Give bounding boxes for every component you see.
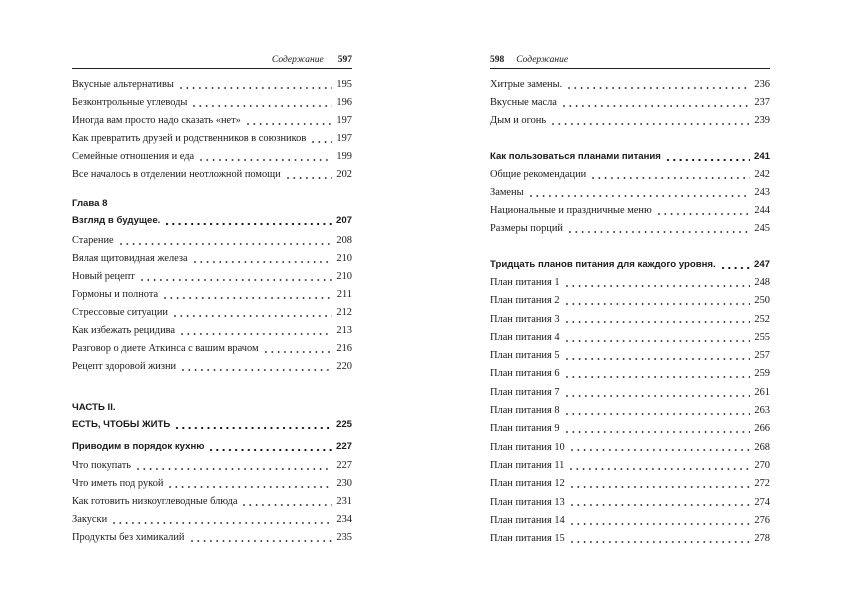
toc-entry-page: 242 <box>754 169 770 180</box>
toc-entry-page: 248 <box>754 277 770 288</box>
dot-leader <box>550 112 750 130</box>
dot-leader <box>179 322 332 340</box>
toc-entry-title: План питания 6 <box>490 368 560 380</box>
dot-leader <box>567 220 750 238</box>
toc-entry-page: 239 <box>754 115 770 126</box>
toc-entry-page: 270 <box>754 459 770 471</box>
toc-entry-page: 197 <box>336 133 352 144</box>
toc-entry-page: 274 <box>754 496 770 508</box>
toc-entry-page: 195 <box>336 79 352 90</box>
dot-leader <box>569 475 750 493</box>
toc-entry-title: План питания 4 <box>490 331 560 343</box>
toc-entry-title: Что иметь под рукой <box>72 478 164 489</box>
toc-entry-page: 227 <box>336 460 352 471</box>
dot-leader <box>162 286 332 304</box>
toc-entry-title: Как избежать рецидива <box>72 325 176 336</box>
toc-entry <box>490 402 770 420</box>
dot-leader <box>564 292 750 310</box>
toc-heading <box>72 416 352 434</box>
toc-heading-title: Взгляд в будущее. <box>72 215 161 226</box>
thirty-plans-section <box>490 256 770 548</box>
toc-entry-page: 272 <box>754 478 770 490</box>
toc-entry-page: 266 <box>754 423 770 435</box>
toc-entry-title: Вялая щитовидная железа <box>72 253 188 264</box>
toc-entry-title: Размеры порций <box>490 223 563 234</box>
toc-entry-page: 202 <box>336 169 352 180</box>
dot-leader <box>198 148 332 166</box>
toc-entry <box>490 184 770 202</box>
toc-entry-title: Старение <box>72 235 114 246</box>
toc-entry-title: Гормоны и полнота <box>72 289 159 300</box>
toc-entry-page: 235 <box>336 532 352 543</box>
page-number: 597 <box>337 55 352 65</box>
toc-entry <box>72 250 352 268</box>
dot-leader <box>564 365 750 383</box>
toc-entry <box>490 329 770 347</box>
toc-entry-title: Вкусные масла <box>490 97 557 108</box>
toc-entry-page: 216 <box>336 343 352 354</box>
toc-entry-page: 199 <box>336 151 352 162</box>
toc-entry <box>490 166 770 184</box>
toc-entry-page: 236 <box>754 79 770 90</box>
toc-entry-title: Безконтрольные углеводы <box>72 97 188 108</box>
dot-leader <box>164 212 332 230</box>
toc-entry-page: 230 <box>336 478 352 489</box>
dot-leader <box>178 76 332 94</box>
toc-entry-title: Разговор о диете Аткинса с вашим врачом <box>72 343 259 354</box>
dot-leader <box>180 358 332 376</box>
toc-entry-title: Как превратить друзей и родственников в союзников <box>72 133 307 144</box>
toc-entry <box>490 384 770 402</box>
dot-leader <box>564 402 750 420</box>
page-number: 598 <box>490 55 505 65</box>
toc-entry-page: 237 <box>754 97 770 108</box>
toc-entry <box>490 347 770 365</box>
toc-entry-page: 210 <box>336 271 352 282</box>
toc-entry-page: 213 <box>336 325 352 336</box>
toc-entry <box>72 529 352 547</box>
toc-entry <box>72 166 352 184</box>
dot-leader <box>241 493 332 511</box>
dot-leader <box>191 94 332 112</box>
toc-entry-title: Все началось в отделении неотложной помощи <box>72 169 281 180</box>
toc-entry-page: 255 <box>754 331 770 343</box>
running-head <box>490 53 770 67</box>
toc-entry <box>490 439 770 457</box>
dot-leader <box>118 232 332 250</box>
dot-leader <box>665 148 750 166</box>
toc-entry <box>490 311 770 329</box>
toc-entry-page: 276 <box>754 514 770 526</box>
toc-entry-page: 211 <box>336 289 352 300</box>
chapter-label: Глава 8 <box>72 198 108 209</box>
toc-heading-page: 247 <box>753 259 770 270</box>
toc-entry-page: 250 <box>754 295 770 307</box>
toc-entry <box>72 148 352 166</box>
toc-entry-title: План питания 14 <box>490 514 565 526</box>
toc-entry-page: 243 <box>754 187 770 198</box>
dot-leader <box>139 268 332 286</box>
toc-entry <box>72 511 352 529</box>
toc-entry-title: Продукты без химикалий <box>72 532 185 543</box>
toc-heading-title: Тридцать планов питания для каждого уровня. <box>490 259 716 270</box>
toc-entry <box>490 475 770 493</box>
dot-leader <box>564 347 750 365</box>
toc-entry <box>72 340 352 358</box>
toc-entry-title: Замены <box>490 187 524 198</box>
toc-entry <box>72 493 352 511</box>
toc-entry <box>490 76 770 94</box>
toc-entry-title: Иногда вам просто надо сказать «нет» <box>72 115 241 126</box>
toc-heading <box>72 212 352 230</box>
toc-entry-title: Хитрые замены. <box>490 79 563 90</box>
toc-entry-page: 231 <box>336 496 352 507</box>
toc-entry <box>490 292 770 310</box>
right-page <box>490 0 770 595</box>
toc-entry <box>72 76 352 94</box>
toc-entry-title: Закуски <box>72 514 108 525</box>
dot-leader <box>568 457 750 475</box>
left-page <box>72 0 352 595</box>
toc-entry-page: 261 <box>754 386 770 398</box>
dot-leader <box>720 256 750 274</box>
table-of-contents <box>490 76 770 548</box>
dot-leader <box>564 329 750 347</box>
toc-entry-page: 278 <box>754 533 770 545</box>
toc-entry-page: 268 <box>754 441 770 453</box>
toc-entry <box>72 358 352 376</box>
toc-entry-title: План питания 7 <box>490 386 560 398</box>
dot-leader <box>172 304 332 322</box>
toc-entry-page: 245 <box>754 223 770 234</box>
toc-entry-page: 210 <box>336 253 352 264</box>
toc-entry <box>72 94 352 112</box>
toc-entry-title: Вкусные альтернативы <box>72 79 174 90</box>
toc-entry <box>490 202 770 220</box>
toc-entry-title: Национальные и праздничные меню <box>490 205 652 216</box>
toc-entry-title: План питания 15 <box>490 533 565 545</box>
dot-leader <box>569 512 750 530</box>
toc-heading-page: 207 <box>335 215 352 226</box>
toc-entry-title: План питания 2 <box>490 295 560 307</box>
toc-entry-title: Стрессовые ситуации <box>72 307 168 318</box>
toc-entry-title: Общие рекомендации <box>490 169 587 180</box>
toc-entry-page: 220 <box>336 361 352 372</box>
dot-leader <box>566 76 750 94</box>
dot-leader <box>569 439 750 457</box>
toc-entry <box>490 494 770 512</box>
running-head <box>72 53 352 67</box>
toc-heading-title: ЕСТЬ, ЧТОБЫ ЖИТЬ <box>72 419 171 430</box>
part-label: ЧАСТЬ II. <box>72 402 116 413</box>
dot-leader <box>167 475 332 493</box>
table-of-contents <box>72 76 352 547</box>
toc-entry-page: 252 <box>754 313 770 325</box>
dot-leader <box>245 112 332 130</box>
header-rule <box>72 68 352 69</box>
dot-leader <box>564 420 750 438</box>
toc-entry-title: План питания 1 <box>490 277 560 288</box>
toc-entry <box>490 112 770 130</box>
toc-entry-title: План питания 13 <box>490 496 565 508</box>
running-head-title: Содержание <box>271 55 324 65</box>
toc-entry <box>490 457 770 475</box>
dot-leader <box>564 384 750 402</box>
toc-subheading-title: Приводим в порядок кухню <box>72 441 205 452</box>
toc-entry <box>72 304 352 322</box>
toc-entry <box>72 112 352 130</box>
toc-entry <box>72 268 352 286</box>
toc-entry <box>490 420 770 438</box>
toc-entry <box>72 130 352 148</box>
toc-entry-page: 197 <box>336 115 352 126</box>
dot-leader <box>208 438 332 456</box>
toc-entry-title: План питания 12 <box>490 478 565 490</box>
dot-leader <box>111 511 332 529</box>
dot-leader <box>285 166 332 184</box>
toc-entry <box>490 220 770 238</box>
dot-leader <box>564 311 750 329</box>
toc-entry <box>72 286 352 304</box>
toc-entry-page: 196 <box>336 97 352 108</box>
toc-entry-title: План питания 8 <box>490 405 560 417</box>
toc-entry <box>490 530 770 548</box>
toc-entry-title: Рецепт здоровой жизни <box>72 361 177 372</box>
toc-subheading <box>72 438 352 456</box>
toc-entry-title: Новый рецепт <box>72 271 135 282</box>
toc-entry-title: План питания 3 <box>490 313 560 325</box>
toc-entry-page: 259 <box>754 368 770 380</box>
toc-entry-title: План питания 5 <box>490 350 560 362</box>
toc-entry <box>490 512 770 530</box>
dot-leader <box>310 130 332 148</box>
toc-entry <box>72 232 352 250</box>
dot-leader <box>590 166 750 184</box>
toc-entry-title: Дым и огонь <box>490 115 547 126</box>
toc-entry-title: Семейные отношения и еда <box>72 151 195 162</box>
toc-heading <box>490 256 770 274</box>
dot-leader <box>135 457 332 475</box>
toc-heading <box>490 148 770 166</box>
dot-leader <box>569 494 750 512</box>
dot-leader <box>263 340 332 358</box>
toc-entry-page: 263 <box>754 405 770 417</box>
header-rule <box>490 68 770 69</box>
toc-entry-title: План питания 9 <box>490 423 560 435</box>
toc-entry-page: 257 <box>754 350 770 362</box>
toc-heading-page: 241 <box>753 151 770 162</box>
toc-entry-page: 208 <box>336 235 352 246</box>
toc-entry-title: План питания 11 <box>490 459 565 471</box>
toc-entry-title: Что покупать <box>72 460 131 471</box>
dot-leader <box>561 94 750 112</box>
toc-entry-title: План питания 10 <box>490 441 565 453</box>
dot-leader <box>528 184 750 202</box>
running-head-title: Содержание <box>516 55 569 65</box>
toc-subheading-page: 227 <box>335 441 352 452</box>
part-2-section <box>72 400 352 547</box>
toc-entry <box>490 365 770 383</box>
toc-heading-title: Как пользоваться планами питания <box>490 151 661 162</box>
dot-leader <box>569 530 750 548</box>
dot-leader <box>189 529 333 547</box>
dot-leader <box>192 250 332 268</box>
chapter-8-section <box>72 196 352 376</box>
toc-entry <box>490 94 770 112</box>
toc-entry-title: Как готовить низкоуглеводные блюда <box>72 496 238 507</box>
dot-leader <box>656 202 750 220</box>
toc-heading-page: 225 <box>335 419 352 430</box>
toc-entry <box>490 274 770 292</box>
meal-plan-usage-section <box>490 148 770 238</box>
toc-entry-page: 212 <box>336 307 352 318</box>
toc-entry-page: 234 <box>336 514 352 525</box>
toc-entry <box>72 475 352 493</box>
toc-entry <box>72 322 352 340</box>
toc-entry <box>72 457 352 475</box>
dot-leader <box>174 416 332 434</box>
dot-leader <box>564 274 750 292</box>
toc-entry-page: 244 <box>754 205 770 216</box>
